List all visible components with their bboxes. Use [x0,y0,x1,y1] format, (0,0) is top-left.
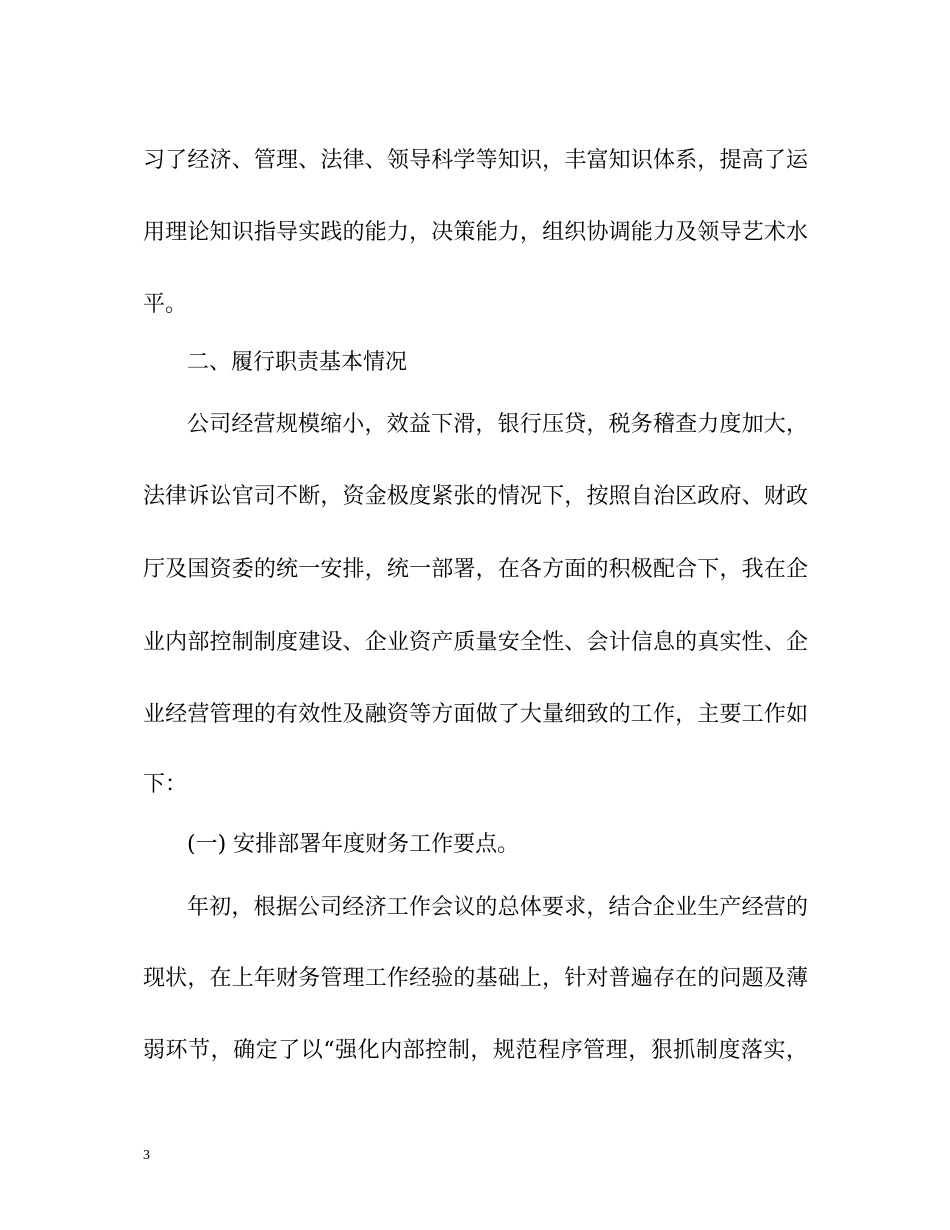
body-text-line: 法律诉讼官司不断，资金极度紧张的情况下，按照自治区政府、财政 [143,484,808,509]
body-text-line: 年初，根据公司经济工作会议的总体要求，结合企业生产经营的 [187,895,808,920]
body-text-line: 下： [143,772,188,797]
body-text-line: 业内部控制制度建设、企业资产质量安全性、会计信息的真实性、企 [143,630,808,655]
body-text-line: 厅及国资委的统一安排，统一部署，在各方面的积极配合下，我在企 [143,557,808,582]
body-text-line: 公司经营规模缩小，效益下滑，银行压贷，税务稽查力度加大， [187,412,808,437]
page-number: 3 [143,1148,150,1163]
body-text-line: 现状，在上年财务管理工作经验的基础上，针对普遍存在的问题及薄 [143,966,808,991]
body-text-line: 习了经济、管理、法律、领导科学等知识，丰富知识体系，提高了运 [143,148,808,173]
body-text-line: 用理论知识指导实践的能力，决策能力，组织协调能力及领导艺术水 [143,220,808,245]
body-text-line: 弱环节，确定了以“强化内部控制，规范程序管理，狠抓制度落实， [143,1038,808,1063]
body-text-line: 业经营管理的有效性及融资等方面做了大量细致的工作，主要工作如 [143,702,808,727]
body-text-line: 平。 [143,292,188,317]
subsection-heading: (一) 安排部署年度财务工作要点。 [187,832,520,857]
section-heading: 二、履行职责基本情况 [187,350,408,375]
